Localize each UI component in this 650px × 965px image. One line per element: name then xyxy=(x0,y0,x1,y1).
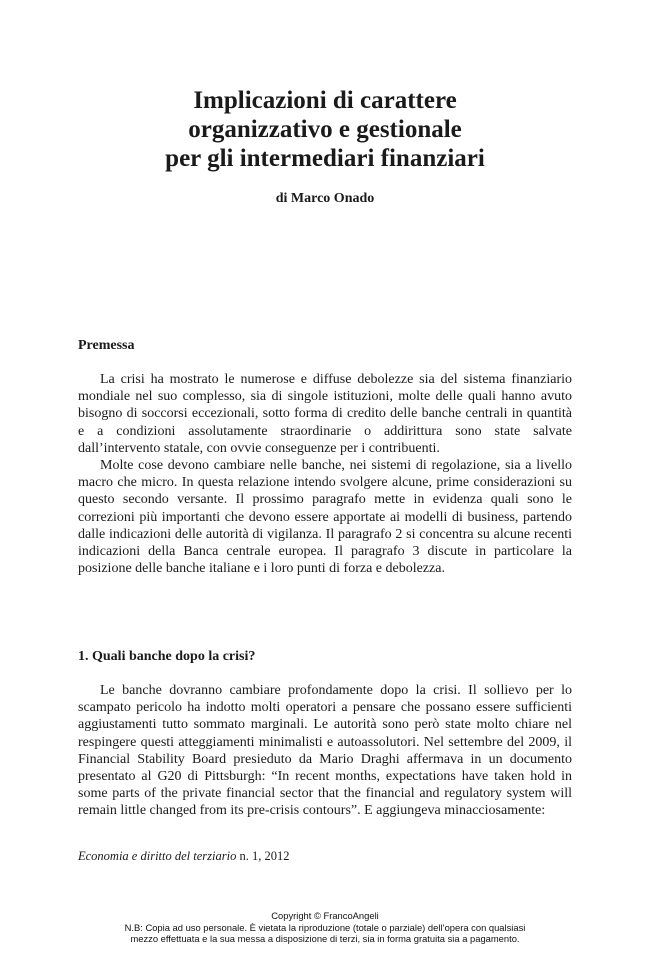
copyright-notice xyxy=(0,910,650,945)
article-title-line: organizzativo e gestionale xyxy=(188,116,462,143)
copyright-disclaimer-line: N.B: Copia ad uso personale. È vietata la riproduzione (totale o parziale) dell’opera con qualsiasi xyxy=(124,921,526,933)
copyright-line: Copyright © FrancoAngeli xyxy=(271,910,379,921)
section-heading-1: 1. Quali banche dopo la crisi? xyxy=(78,649,256,664)
section-body-premessa xyxy=(78,371,572,577)
journal-issue: n. 1, 2012 xyxy=(239,849,290,863)
article-title-line: per gli intermediari finanziari xyxy=(165,145,485,172)
section-heading-premessa: Premessa xyxy=(78,338,135,353)
article-title xyxy=(60,86,590,173)
journal-citation xyxy=(78,848,289,864)
body-paragraph: Molte cose devono cambiare nelle banche, nei sistemi di regolazione, sia a livello macro che micro. In questa relazione intendo svolgere alcune, prime considerazioni su questo secondo versante. Il prossimo paragrafo mette in evidenza quali sono le correzioni più importanti che devono essere apportate ai modelli di business, partendo dalle indicazioni delle autorità di vigilanza. Il paragrafo 2 si concentra su alcune recenti indicazioni della Banca centrale europea. Il paragrafo 3 discute in particolare la posizione delle banche italiane e i loro punti di forza e debolezza. xyxy=(78,458,572,577)
body-paragraph: La crisi ha mostrato le numerose e diffuse debolezze sia del sistema finanziario mondiale nel suo complesso, sia di singole istituzioni, molte delle quali hanno avuto bisogno di soccorsi eccezionali, sotto forma di credito delle banche centrali in quantità e a condizioni assolutamente straordinarie o addirittura sono state salvate dall’intervento statale, con ovvie conseguenze per i contribuenti. xyxy=(78,372,572,456)
journal-title: Economia e diritto del terziario xyxy=(78,849,237,863)
body-paragraph: Le banche dovranno cambiare profondamente dopo la crisi. Il sollievo per lo scampato pericolo ha indotto molti operatori a pensare che possano essere sufficienti aggiustamenti tutto sommato marginali. Le autorità sono però state molto chiare nel respingere questi atteggiamenti minimalisti e autoassolutori. Nel settembre del 2009, il Financial Stability Board presieduto da Mario Draghi affermava in un documento presentato al G20 di Pittsburgh: “In recent months, expectations have taken hold in some parts of the private financial sector that the financial and regulatory system will remain little changed from its pre-crisis contours”. E aggiungeva minacciosamente: xyxy=(78,683,572,819)
copyright-disclaimer-line: mezzo effettuata e la sua messa a disposizione di terzi, sia in forma gratuita sia a pagamento. xyxy=(130,933,520,944)
article-title-line: Implicazioni di carattere xyxy=(193,87,457,114)
section-body-1 xyxy=(78,682,572,820)
article-author: di Marco Onado xyxy=(275,191,375,206)
